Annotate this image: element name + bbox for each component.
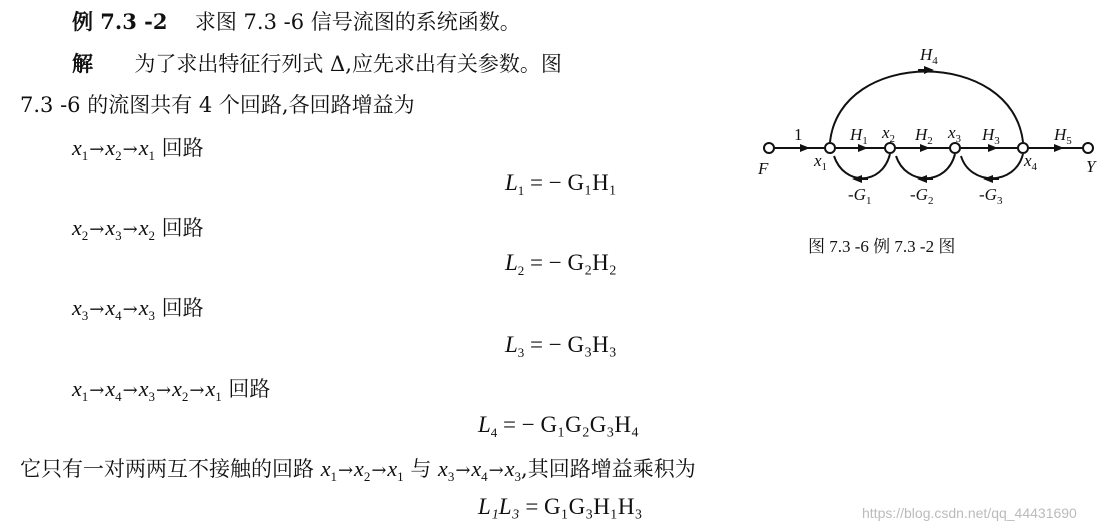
loop-word: 回路	[161, 216, 204, 240]
feedback-G1	[834, 154, 890, 178]
arrow-symbol: →	[89, 139, 105, 160]
node-variable: $x_1$	[205, 376, 222, 404]
arrow-symbol: →	[122, 380, 138, 401]
node-variable: $x_1$	[72, 135, 89, 163]
loop-word: 回路	[228, 377, 271, 401]
node-variable: $x_3$	[138, 376, 155, 404]
label-H2: $H_2$	[915, 125, 933, 147]
solution-line-1	[72, 48, 562, 78]
node-variable: $x_3$	[438, 456, 455, 484]
node-variable: $x_1$	[387, 456, 404, 484]
product-equation: L₁L₃ = G₁G₃H₁H₃	[478, 494, 643, 519]
node-variable: $x_1$	[320, 456, 337, 484]
example-number: 例 7.3 -2	[72, 9, 168, 34]
arrow-symbol: →	[455, 460, 471, 481]
label-H1: $H_1$	[850, 125, 868, 147]
loop-path-2	[72, 212, 204, 244]
arrow-symbol: →	[89, 380, 105, 401]
label-x4: $x_4$	[1024, 151, 1038, 173]
label-H4: $H_4$	[920, 45, 938, 67]
arrow-symbol: →	[89, 219, 105, 240]
watermark: https://blog.csdn.net/qq_44431690	[862, 505, 1077, 521]
label-x3: $x_3$	[948, 123, 962, 145]
node-variable: $x_3$	[72, 295, 89, 323]
arrow-symbol: →	[122, 219, 138, 240]
node-variable: $x_3$	[504, 456, 522, 484]
arrow-symbol: →	[371, 460, 387, 481]
label-G2: $-G_2$	[910, 185, 934, 207]
node-F	[764, 143, 774, 153]
node-variable: $x_1$	[138, 135, 155, 163]
loop-path-1	[72, 132, 204, 164]
loop-word: 回路	[161, 136, 204, 160]
arrow-symbol: →	[488, 460, 504, 481]
arrow-symbol: →	[337, 460, 354, 481]
loop-path-4	[72, 373, 270, 405]
signal-flow-graph	[750, 38, 1110, 268]
solution-line-2: 7.3 -6 的流图共有 4 个回路,各回路增益为	[20, 93, 415, 117]
node-variable: $x_3$	[105, 215, 122, 243]
label-G3: $-G_3$	[979, 185, 1003, 207]
figure-caption: 图 7.3 -6 例 7.3 -2 图	[808, 237, 956, 256]
loop-equation-1: $L_1$ = − G₁H₁	[505, 170, 617, 198]
label-H3: $H_3$	[982, 125, 1000, 147]
node-variable: $x_4$	[105, 376, 122, 404]
arrow-symbol: →	[122, 139, 138, 160]
node-variable: $x_2$	[105, 135, 122, 163]
loop-equation-2: $L_2$ = − G₂H₂	[505, 250, 617, 278]
loop-equation-3: $L_3$ = − G₃H₃	[505, 332, 617, 360]
non-touching-sentence: 它只有一对两两互不接触的回路 $x_1\to x_2\to x_1$ 与 $x_3\to x_4\to x_3$,其回路增益乘积为	[20, 456, 696, 484]
label-x1: $x_1$	[814, 151, 828, 173]
node-variable: $x_2$	[172, 376, 189, 404]
loop-path-3	[72, 292, 204, 324]
node-variable: $x_2$	[72, 215, 89, 243]
solution-text-1: 为了求出特征行列式 Δ,应先求出有关参数。图	[134, 52, 562, 76]
label-x2: $x_2$	[882, 123, 896, 145]
node-variable: $x_3$	[138, 295, 155, 323]
label-F: F	[758, 159, 769, 178]
node-x1	[825, 143, 835, 153]
label-gain-1: 1	[794, 125, 803, 144]
feedback-G2	[896, 154, 955, 178]
label-H5: $H_5$	[1054, 125, 1072, 147]
label-Y: Y	[1086, 157, 1096, 176]
loop-word: 回路	[161, 296, 204, 320]
feedback-G3	[961, 154, 1023, 178]
arrow-symbol: →	[189, 380, 205, 401]
node-variable: $x_2$	[138, 215, 155, 243]
node-variable: $x_2$	[354, 456, 371, 484]
node-variable: $x_1$	[72, 376, 89, 404]
arrow-symbol: →	[122, 299, 138, 320]
node-variable: $x_4$	[471, 456, 488, 484]
solution-label: 解	[72, 51, 93, 76]
node-Y	[1083, 143, 1093, 153]
node-variable: $x_4$	[105, 295, 122, 323]
arrow-symbol: →	[89, 299, 105, 320]
loop-equation-4: $L_4$ = − G₁G₂G₃H₄	[478, 412, 640, 440]
example-statement: 求图 7.3 -6 信号流图的系统函数。	[194, 10, 521, 34]
label-G1: $-G_1$	[848, 185, 872, 207]
arrow-symbol: →	[155, 380, 172, 401]
example-heading	[72, 6, 521, 36]
